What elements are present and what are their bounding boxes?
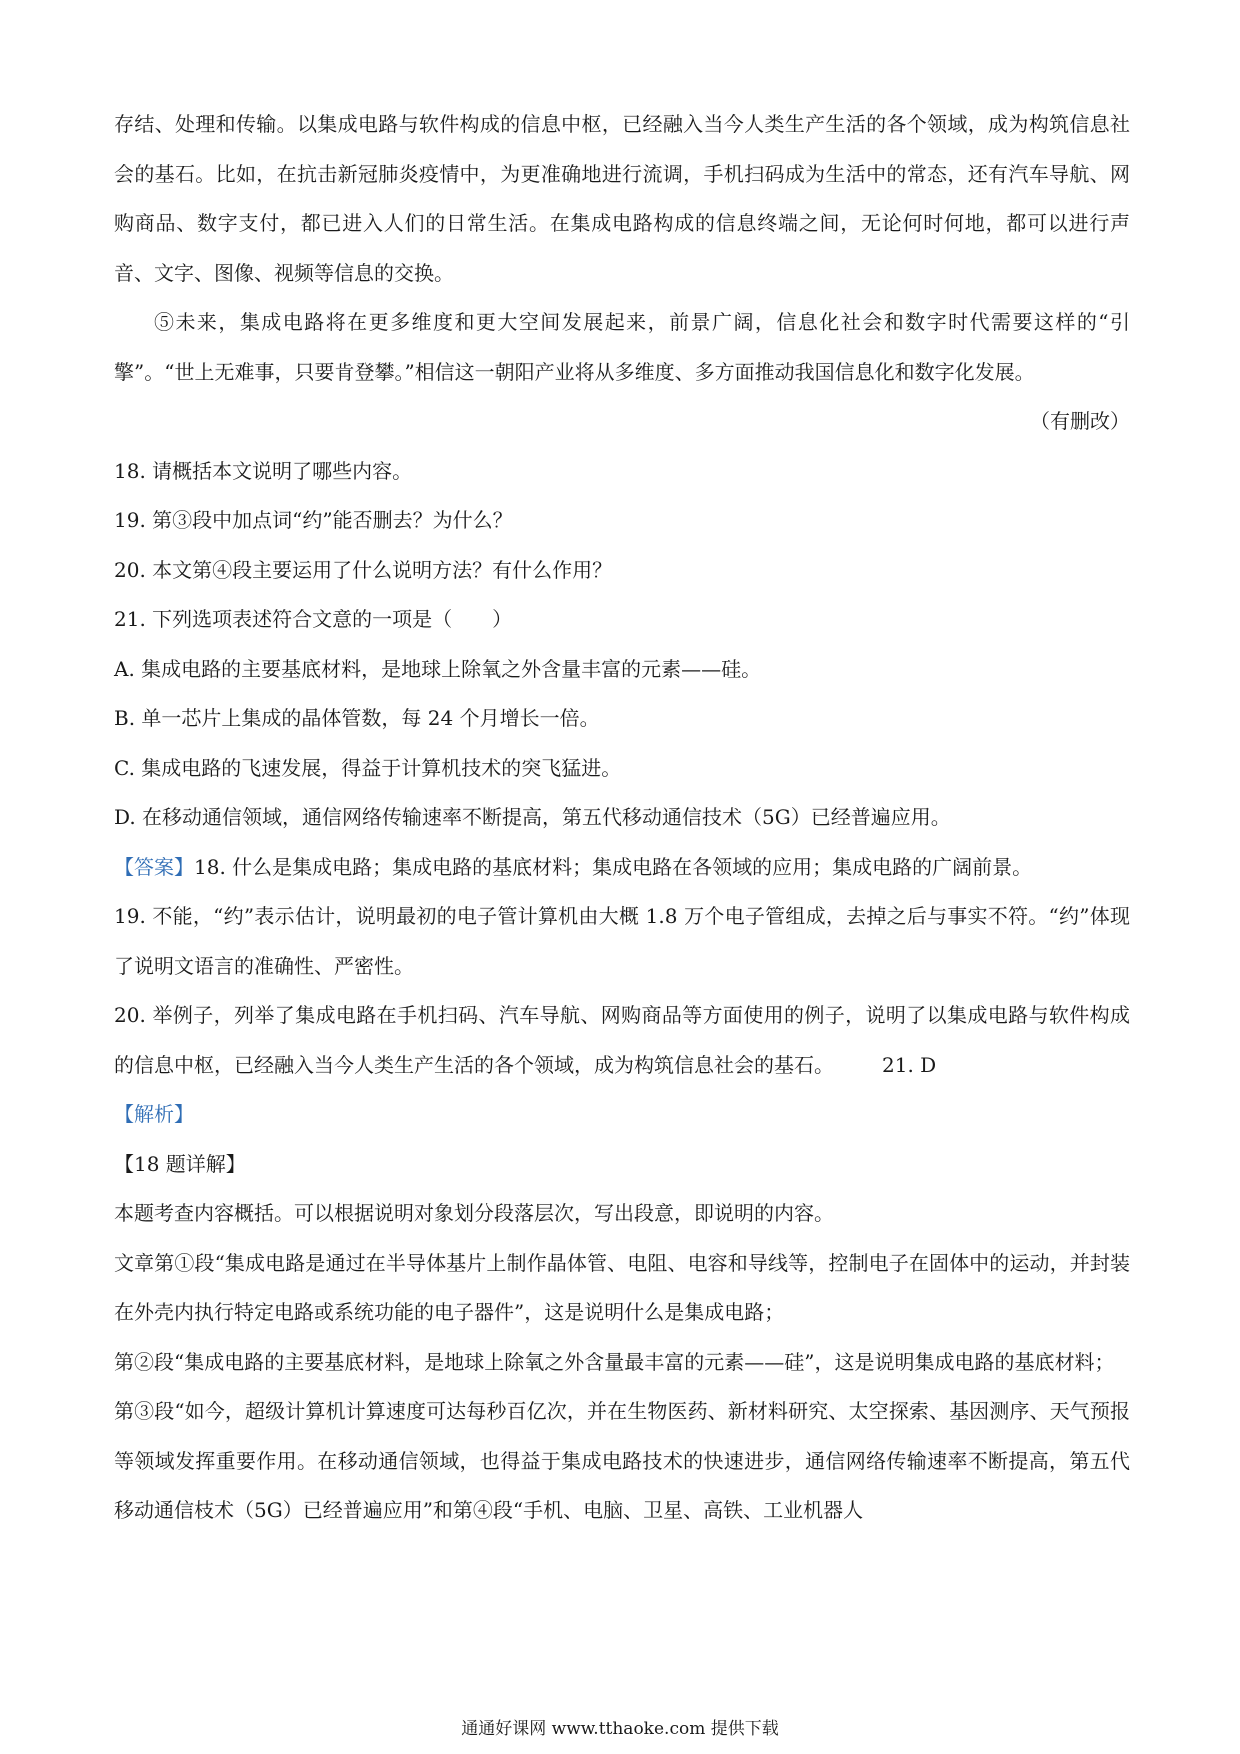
analysis-tag: 【解析】 [114, 1102, 194, 1126]
question-18: 18. 请概括本文说明了哪些内容。 [114, 458, 413, 483]
analysis-heading [114, 1090, 1130, 1140]
source-note: （有删改） [1030, 409, 1130, 433]
answer-19: 19. 不能，“约”表示估计，说明最初的电子管计算机由大概 1.8 万个电子管组成，去掉之后与事实不符。“约”体现了说明文语言的准确性、严密性。 [114, 904, 1130, 978]
passage-paragraph-4-continued: 存结、处理和传输。以集成电路与软件构成的信息中枢，已经融入当今人类生产生活的各个领域，成为构筑信息社会的基石。比如，在抗击新冠肺炎疫情中，为更准确地进行流调，手机扫码成为生活中的常态，还有汽车导航、网购商品、数字支付，都已进入人们的日常生活。在集成电路构成的信息终端之间，无论何时何地，都可以进行声音、文字、图像、视频等信息的交换。 [114, 112, 1130, 285]
download-footer: 通通好课网 www.tthaoke.com 提供下载 [461, 1719, 779, 1739]
question-21: 21. 下列选项表述符合文意的一项是（ ） [114, 607, 513, 631]
question-20: 20. 本文第④段主要运用了什么说明方法？有什么作用？ [114, 557, 613, 582]
option-d: D. 在移动通信领域，通信网络传输速率不断提高，第五代移动通信技术（5G）已经普遍应用。 [114, 805, 951, 829]
option-a: A. 集成电路的主要基底材料，是地球上除氧之外含量丰富的元素——硅。 [114, 656, 762, 681]
answer-21: 21. D [882, 1052, 937, 1077]
answer-tag: 【答案】 [114, 854, 194, 879]
answer-20-text: 20. 举例子，列举了集成电路在手机扫码、汽车导航、网购商品等方面使用的例子，说明了以集成电路与软件构成的信息中枢，已经融入当今人类生产生活的各个领域，成为构筑信息社会的基石。 [114, 1003, 1130, 1077]
analysis-line-3: 第②段“集成电路的主要基底材料，是地球上除氧之外含量最丰富的元素——硅”，这是说明集成电路的基底材料； [114, 1349, 1115, 1374]
option-c: C. 集成电路的飞速发展，得益于计算机技术的突飞猛进。 [114, 755, 622, 780]
analysis-line-1: 本题考查内容概括。可以根据说明对象划分段落层次，写出段意，即说明的内容。 [114, 1201, 834, 1225]
question-19: 19. 第③段中加点词“约”能否删去？为什么？ [114, 508, 513, 532]
option-b: B. 单一芯片上集成的晶体管数，每 24 个月增长一倍。 [114, 706, 600, 730]
analysis-line-2: 文章第①段“集成电路是通过在半导体基片上制作晶体管、电阻、电容和导线等，控制电子在固体中的运动，并封装在外壳内执行特定电路或系统功能的电子器件”，这是说明什么是集成电路； [114, 1250, 1130, 1324]
detail-18-title: 【18 题详解】 [114, 1151, 246, 1176]
answer-20 [114, 991, 1130, 1090]
passage-paragraph-5: ⑤未来，集成电路将在更多维度和更大空间发展起来，前景广阔，信息化社会和数字时代需要这样的“引擎”。“世上无难事，只要肯登攀。”相信这一朝阳产业将从多维度、多方面推动我国信息化和数字化发展。 [114, 310, 1130, 384]
analysis-line-4: 第③段“如今，超级计算机计算速度可达每秒百亿次，并在生物医药、新材料研究、太空探索、基因测序、天气预报等领域发挥重要作用。在移动通信领域，也得益于集成电路技术的快速进步，通信网络传输速率不断提高，第五代移动通信枝术（5G）已经普遍应用”和第④段“手机、电脑、卫星、高铁、工业机器人 [114, 1399, 1130, 1522]
answer-18-text: 18. 什么是集成电路；集成电路的基底材料；集成电路在各领域的应用；集成电路的广阔前景。 [194, 854, 1033, 879]
answer-18 [114, 843, 1130, 893]
document-page [114, 100, 1130, 1536]
